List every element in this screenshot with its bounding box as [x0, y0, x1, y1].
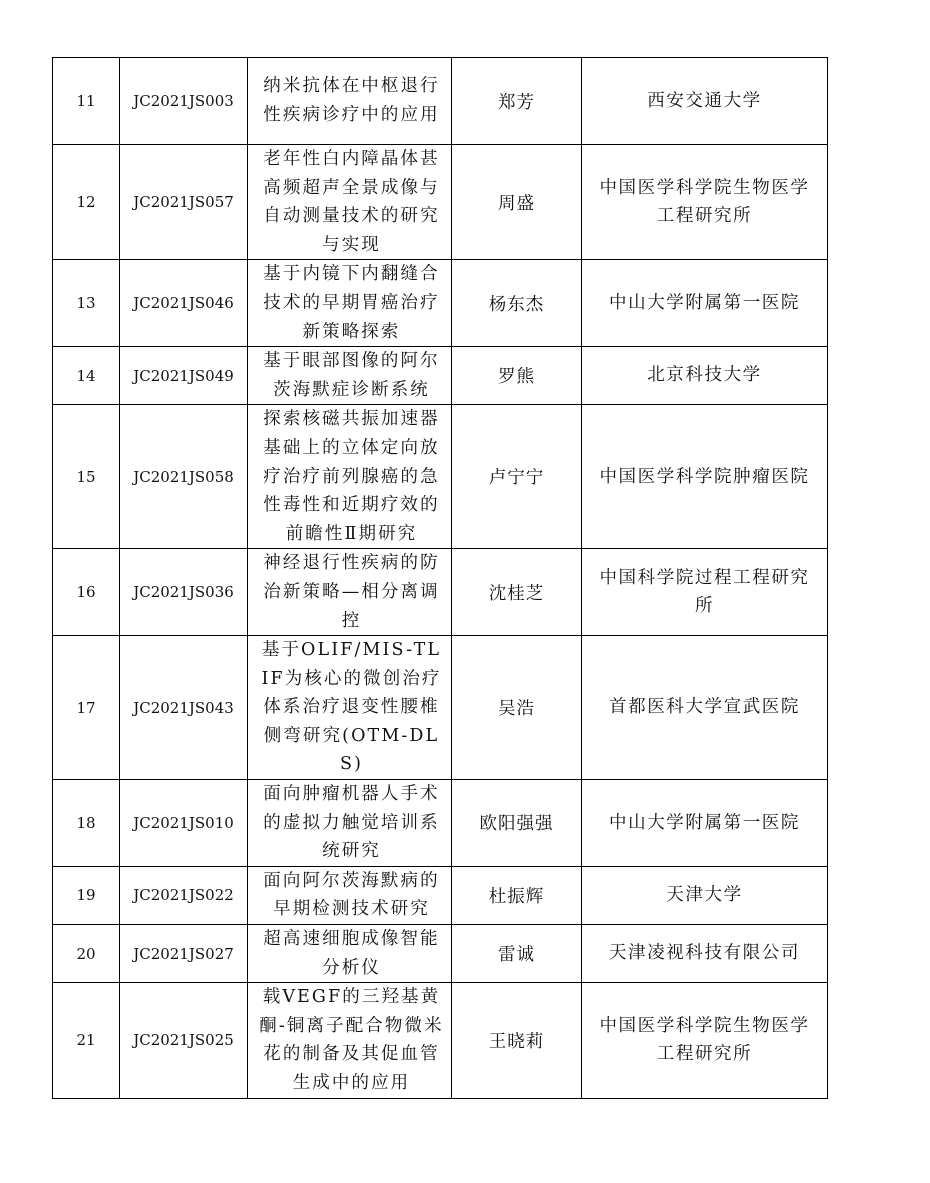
project-code: JC2021JS058: [120, 405, 248, 549]
project-title: 神经退行性疾病的防治新策略—相分离调控: [263, 553, 440, 631]
organization: 西安交通大学: [582, 58, 828, 145]
table-row: [53, 260, 828, 347]
organization: 中山大学附属第一医院: [582, 780, 828, 867]
row-number: 18: [53, 780, 120, 867]
project-title: 基于内镜下内翻缝合技术的早期胃癌治疗新策略探索: [263, 264, 440, 342]
row-number: 13: [53, 260, 120, 347]
row-number: 12: [53, 145, 120, 260]
organization: 中国医学科学院生物医学工程研究所: [582, 983, 828, 1098]
project-table: [52, 57, 828, 1099]
project-code: JC2021JS046: [120, 260, 248, 347]
project-code: JC2021JS049: [120, 347, 248, 405]
principal-name: 王晓莉: [452, 983, 582, 1098]
principal-name: 吴浩: [452, 636, 582, 780]
organization: 北京科技大学: [582, 347, 828, 405]
table-row: [53, 347, 828, 405]
table-row: [53, 549, 828, 636]
project-code: JC2021JS022: [120, 866, 248, 924]
principal-name: 杜振辉: [452, 866, 582, 924]
organization: 天津凌视科技有限公司: [582, 925, 828, 983]
principal-name: 卢宁宁: [452, 405, 582, 549]
organization: 首都医科大学宣武医院: [582, 636, 828, 780]
principal-name: 沈桂芝: [452, 549, 582, 636]
table-row: [53, 866, 828, 924]
principal-name: 周盛: [452, 145, 582, 260]
project-title: 探索核磁共振加速器基础上的立体定向放疗治疗前列腺癌的急性毒性和近期疗效的前瞻性Ⅱ期研究: [263, 409, 440, 544]
project-code: JC2021JS057: [120, 145, 248, 260]
table-row: [53, 58, 828, 145]
principal-name: 欧阳强强: [452, 780, 582, 867]
organization: 中国医学科学院生物医学工程研究所: [582, 145, 828, 260]
table-row: [53, 145, 828, 260]
project-title: 载VEGF的三羟基黄酮-铜离子配合物微米花的制备及其促血管生成中的应用: [259, 987, 444, 1093]
row-number: 16: [53, 549, 120, 636]
row-number: 17: [53, 636, 120, 780]
organization: 中国医学科学院肿瘤医院: [582, 405, 828, 549]
row-number: 11: [53, 58, 120, 145]
project-title: 基于眼部图像的阿尔茨海默症诊断系统: [263, 351, 440, 400]
table-row: [53, 983, 828, 1098]
project-code: JC2021JS010: [120, 780, 248, 867]
project-code: JC2021JS043: [120, 636, 248, 780]
project-title: 超高速细胞成像智能分析仪: [263, 929, 440, 978]
project-title: 纳米抗体在中枢退行性疾病诊疗中的应用: [263, 76, 440, 125]
organization: 天津大学: [582, 866, 828, 924]
organization: 中国科学院过程工程研究所: [582, 549, 828, 636]
project-title: 面向阿尔茨海默病的早期检测技术研究: [263, 870, 440, 920]
organization: 中山大学附属第一医院: [582, 260, 828, 347]
principal-name: 杨东杰: [452, 260, 582, 347]
row-number: 19: [53, 866, 120, 924]
principal-name: 郑芳: [452, 58, 582, 145]
table-row: [53, 925, 828, 983]
project-code: JC2021JS003: [120, 58, 248, 145]
principal-name: 罗熊: [452, 347, 582, 405]
row-number: 14: [53, 347, 120, 405]
project-code: JC2021JS036: [120, 549, 248, 636]
project-title: 面向肿瘤机器人手术的虚拟力触觉培训系统研究: [263, 784, 440, 862]
row-number: 21: [53, 983, 120, 1098]
row-number: 20: [53, 925, 120, 983]
table-row: [53, 405, 828, 549]
project-code: JC2021JS027: [120, 925, 248, 983]
table-row: [53, 780, 828, 867]
table-row: [53, 636, 828, 780]
project-title: 老年性白内障晶体甚高频超声全景成像与自动测量技术的研究与实现: [263, 149, 440, 255]
project-code: JC2021JS025: [120, 983, 248, 1098]
principal-name: 雷诚: [452, 925, 582, 983]
project-title: 基于OLIF/MIS-TLIF为核心的微创治疗体系治疗退变性腰椎侧弯研究(OTM-DLS): [261, 640, 442, 775]
row-number: 15: [53, 405, 120, 549]
